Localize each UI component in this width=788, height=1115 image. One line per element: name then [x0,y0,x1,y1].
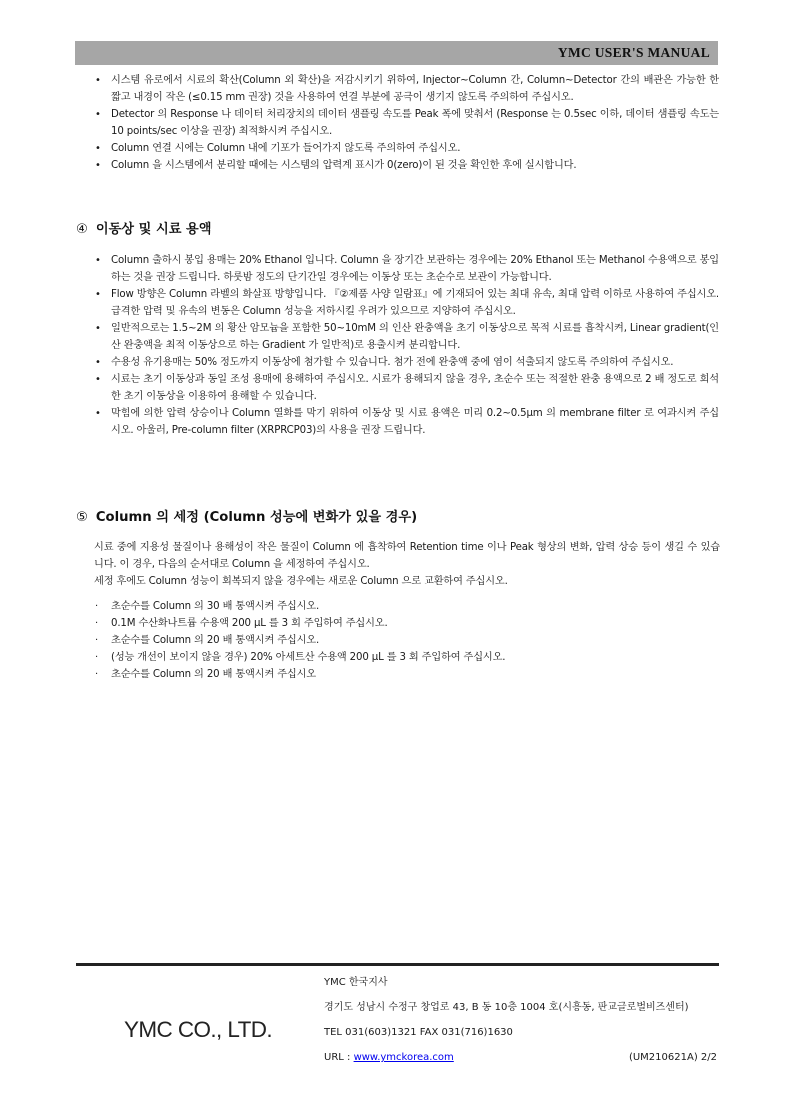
bullet-icon: • [95,109,101,120]
bullet-icon: · [95,652,99,663]
document-code: (UM210621A) 2/2 [628,1052,717,1063]
bullet-icon: · [95,601,99,612]
bullet-icon: • [95,143,101,154]
list-item: · 초순수를 Column 의 30 배 통액시켜 주십시오. [95,598,719,615]
section-5-title: Column 의 세정 (Column 성능에 변화가 있을 경우) [95,510,418,525]
list-item: • Column 연결 시에는 Column 내에 기포가 들어가지 않도록 주의하여 주십시오. [95,140,719,157]
bullet-icon: • [95,255,101,266]
bullet-icon: • [95,75,101,86]
manual-title: YMC USER'S MANUAL [557,45,710,60]
bullet-icon: • [95,357,101,368]
header-bar [75,41,718,65]
intro-bullet-list [95,72,719,174]
section-5-number: ⑤ [76,510,88,525]
list-item: · 0.1M 수산화나트륨 수용액 200 μL 를 3 회 주입하여 주십시오. [95,615,719,632]
branch-name: YMC 한국지사 [324,977,388,988]
bullet-icon: • [95,323,101,334]
bullet-icon: · [95,669,99,680]
section-5-step-list [95,598,719,683]
list-item: • 시스템 유로에서 시료의 확산(Column 외 확산)을 저감시키기 위하여, Injector~Column 간, Column~Detector 간의 배관은 가능한 한 짧고 내경이 작은 (≤0.15 mm 권장) 것을 사용하여 연결 부분에 공극이 생기지 않도록 주의하여 주십시오. [95,72,719,106]
website-link[interactable]: www.ymckorea.com [353,1052,454,1063]
company-logo: YMC CO., LTD. [124,1017,273,1042]
list-item: • 일반적으로는 1.5~2M 의 황산 암모늄을 포함한 50~10mM 의 인산 완충액을 초기 이동상으로 목적 시료를 흡착시켜, Linear gradient(인산 완충액을 최적 이동상으로 하는 Gradient 가 일반적)로 용출시켜 분리합니다. [95,320,719,354]
list-item: · 초순수를 Column 의 20 배 통액시켜 주십시오. [95,632,719,649]
footer-divider [76,963,719,966]
list-item: • Column 출하시 봉입 용매는 20% Ethanol 입니다. Column 을 장기간 보관하는 경우에는 20% Ethanol 또는 Methanol 수용액으로 봉입하는 것을 권장 드립니다. 하룻밤 정도의 단기간일 경우에는 이동상 또는 초순수로 보관이 가능합니다. [95,252,719,286]
list-item: • 막힘에 의한 압력 상승이나 Column 열화를 막기 위하여 이동상 및 시료 용액은 미리 0.2~0.5μm 의 membrane filter 로 여과시켜 주십시오. 아울러, Pre-column filter (XRPRCP03)의 사용을 권장 드립니다. [95,405,719,439]
phone-fax: TEL 031(603)1321 FAX 031(716)1630 [324,1027,513,1038]
list-item: • Detector 의 Response 나 데이터 처리장치의 데이터 샘플링 속도를 Peak 폭에 맞춰서 (Response 는 0.5sec 이하, 데이터 샘플링 속도는 10 points/sec 이상을 권장) 최적화시켜 주십시오. [95,106,719,140]
url-line [324,1050,719,1066]
bullet-icon: • [95,289,101,300]
footer-contact-info [324,975,719,1075]
bullet-icon: · [95,618,99,629]
list-item: • 시료는 초기 이동상과 동일 조성 용매에 용해하여 주십시오. 시료가 용해되지 않을 경우, 초순수 또는 적절한 완충 용액으로 2 배 정도로 희석한 초기 이동상을 이용하여 용해할 수 있습니다. [95,371,719,405]
address: 경기도 성남시 수정구 창업로 43, B 동 10층 1004 호(시흥동, 판교글로벌비즈센터) [324,1002,689,1013]
section-4-number: ④ [76,222,88,237]
list-item: • 수용성 유기용매는 50% 정도까지 이동상에 첨가할 수 있습니다. 첨가 전에 완충액 중에 염이 석출되지 않도록 주의하여 주십시오. [95,354,719,371]
paragraph: 시료 중에 지용성 물질이나 용해성이 작은 물질이 Column 에 흡착하여 Retention time 이나 Peak 형상의 변화, 압력 상승 등이 생길 수 있습니다. 이 경우, 다음의 순서대로 Column 을 세정하여 주십시오. [94,542,720,570]
url-label: URL : [324,1052,354,1063]
list-item: · (성능 개선이 보이지 않을 경우) 20% 아세트산 수용액 200 μL 를 3 회 주입하여 주십시오. [95,649,719,666]
paragraph: 세정 후에도 Column 성능이 회복되지 않을 경우에는 새로운 Column 으로 교환하여 주십시오. [94,576,508,587]
bullet-icon: • [95,160,101,171]
section-5-description [94,539,720,590]
list-item: · 초순수를 Column 의 20 배 통액시켜 주십시오 [95,666,719,683]
list-item: • Flow 방향은 Column 라벨의 화살표 방향입니다. 『②제품 사양 일람표』에 기재되어 있는 최대 유속, 최대 압력 이하로 사용하여 주십시오. 급격한 압력 및 유속의 변동은 Column 성능을 저하시킬 우려가 있으므로 지양하여 주십시오. [95,286,719,320]
bullet-icon: • [95,374,101,385]
section-4-heading [76,218,212,237]
bullet-icon: · [95,635,99,646]
section-4-title: 이동상 및 시료 용액 [95,222,212,237]
list-item: • Column 을 시스템에서 분리할 때에는 시스템의 압력계 표시가 0(zero)이 된 것을 확인한 후에 실시합니다. [95,157,719,174]
bullet-icon: • [95,408,101,419]
section-5-heading [76,506,417,525]
section-4-bullet-list [95,252,719,439]
